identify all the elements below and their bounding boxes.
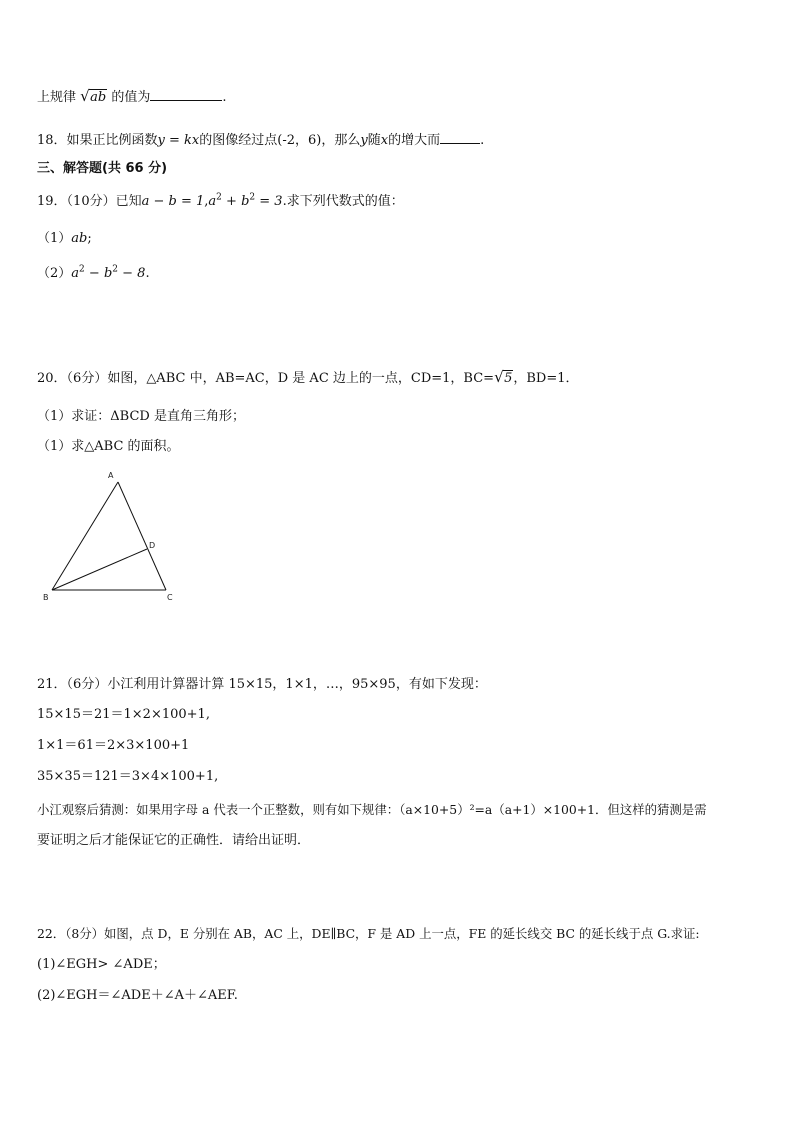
part-label: （1） xyxy=(37,231,72,246)
answer-blank[interactable] xyxy=(440,131,480,144)
q18-middle: 的图像经过点(-2，6)，那么 xyxy=(199,133,361,148)
q21-line6: 要证明之后才能保证它的正确性．请给出证明． xyxy=(37,833,311,848)
q18-var-x: x xyxy=(380,133,389,148)
q19-stem xyxy=(37,193,404,211)
label-b: B xyxy=(43,593,49,602)
sqrt-5: √ 5 xyxy=(494,368,513,386)
exponent: 2 xyxy=(216,192,222,203)
q20-part2: （1）求△ABC 的面积。 xyxy=(37,439,180,454)
q19-p2-b: − b xyxy=(84,266,113,281)
q19-part1 xyxy=(37,230,92,248)
q19-p2-a: a xyxy=(71,266,80,281)
section-title: 三、解答题(共 66 分) xyxy=(37,161,168,176)
q21-line2: 15×15＝21＝1×2×100+1, xyxy=(37,707,210,722)
label-a: A xyxy=(108,471,114,480)
answer-blank[interactable] xyxy=(150,88,222,101)
q19-suffix: .求下列代数式的值： xyxy=(282,194,404,209)
q19-p2-c: − 8 xyxy=(118,266,146,281)
q20-prefix: 20．（6分）如图，△ABC 中，AB=AC，D 是 AC 边上的一点，CD=1，BC= xyxy=(37,371,495,386)
q22-part1: (1)∠EGH> ∠ADE； xyxy=(37,957,166,972)
q20-suffix: ，BD=1． xyxy=(513,371,579,386)
triangle-abc-figure xyxy=(40,466,190,606)
q17-suffix: 的值为 xyxy=(111,90,151,105)
q18-var-y: y xyxy=(360,133,368,148)
label-d: D xyxy=(149,541,156,550)
q18-end: . xyxy=(480,133,485,148)
q19-cond1: a − b = 1 xyxy=(141,194,205,209)
q18-middle2: 随 xyxy=(367,133,381,148)
q21-line3: 1×1＝61＝2×3×100+1 xyxy=(37,738,190,753)
q19-prefix: 19．（10分）已知 xyxy=(37,194,142,209)
sqrt-radicand: 5 xyxy=(504,371,513,386)
q17-end: . xyxy=(222,90,227,105)
segment-bd xyxy=(52,549,147,590)
exponent: 2 xyxy=(249,192,256,203)
q19-cond2-b: + b xyxy=(221,194,250,209)
q22-stem: 22．（8分）如图，点 D，E 分别在 AB，AC 上，DE∥BC，F 是 AD 上一点，FE 的延长线交 BC 的延长线于点 G.求证: xyxy=(37,926,700,941)
segment-ab xyxy=(52,482,118,590)
sqrt-ab: √ ab xyxy=(80,87,107,105)
q19-sep: , xyxy=(204,194,209,209)
label-c: C xyxy=(167,593,173,602)
q18-function: y = kx xyxy=(157,133,200,148)
q19-p2-end: . xyxy=(145,266,150,281)
exponent: 2 xyxy=(112,264,118,275)
segment-ac xyxy=(118,482,166,590)
q22-part2: (2)∠EGH＝∠ADE＋∠A＋∠AEF. xyxy=(37,988,238,1003)
q18-prefix: 18．如果正比例函数 xyxy=(37,133,158,148)
q21-stem: 21．（6分）小江利用计算器计算 15×15，1×1，…，95×95，有如下发现： xyxy=(37,677,487,692)
sqrt-radicand: ab xyxy=(90,90,107,105)
q20-stem xyxy=(37,370,579,388)
q21-line5: 小江观察后猜测：如果用字母 a 代表一个正整数，则有如下规律：（a×10+5）²=a（a+1）×100+1．但这样的猜测是需 xyxy=(37,802,707,817)
q19-p1-end: ; xyxy=(87,231,92,246)
q18-line xyxy=(37,131,484,150)
q18-suffix: 的增大而 xyxy=(388,133,441,148)
q17-prefix: 上规律 xyxy=(37,90,77,105)
q19-cond2-c: = 3 xyxy=(255,194,283,209)
part-label: （2） xyxy=(37,266,72,281)
q19-cond2-a: a xyxy=(208,194,217,209)
q19-part2 xyxy=(37,265,150,283)
q20-part1: （1）求证：ΔBCD 是直角三角形； xyxy=(37,409,245,424)
q21-line4: 35×35＝121＝3×4×100+1, xyxy=(37,769,219,784)
exponent: 2 xyxy=(79,264,85,275)
q17-tail-line xyxy=(37,88,227,107)
q19-p1-expr: ab xyxy=(71,231,88,246)
